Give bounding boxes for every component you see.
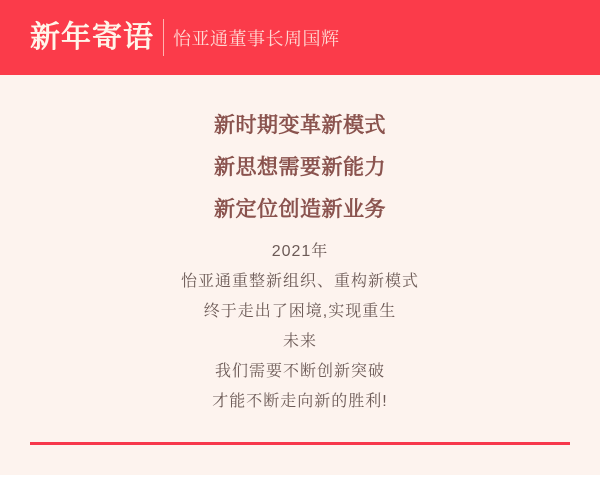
body-line: 怡亚通重整新组织、重构新模式 — [180, 273, 419, 290]
header-subtitle: 怡亚通董事长周国辉 — [173, 28, 340, 49]
body-line: 才能不断走向新的胜利! — [212, 393, 388, 410]
body-line: 我们需要不断创新突破 — [214, 363, 385, 380]
headline-group — [0, 105, 600, 231]
body-line: 未来 — [282, 333, 317, 350]
bottom-divider — [30, 442, 570, 445]
body-text-group — [0, 237, 600, 417]
message-card — [0, 75, 600, 417]
body-line: 2021年 — [271, 243, 329, 260]
title-divider — [163, 19, 164, 56]
page-title: 新年寄语 — [30, 20, 154, 54]
headline-line: 新时期变革新模式 — [214, 114, 386, 137]
headline-line: 新定位创造新业务 — [214, 198, 386, 221]
body-line: 终于走出了困境,实现重生 — [203, 303, 397, 320]
headline-line: 新思想需要新能力 — [214, 156, 386, 179]
header-banner — [0, 0, 600, 75]
